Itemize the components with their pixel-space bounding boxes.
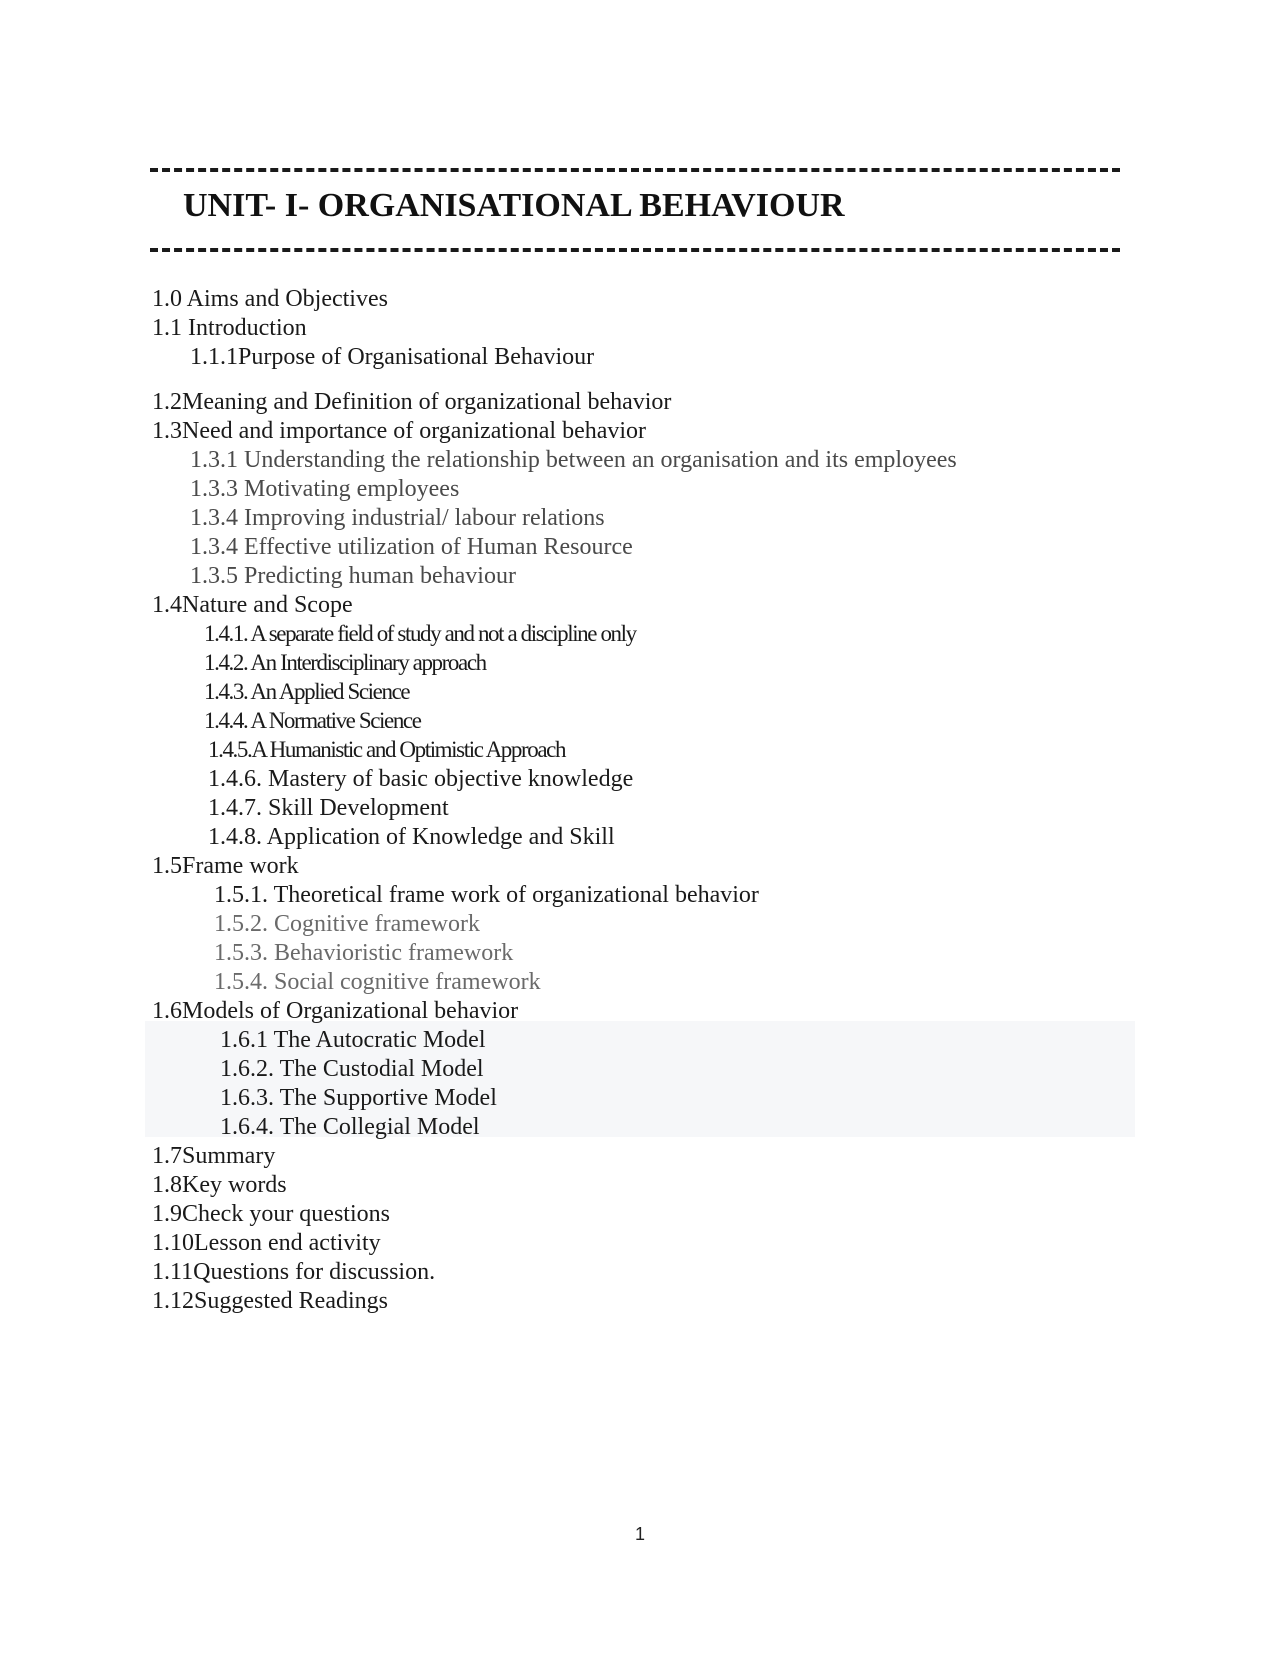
toc-item: 1.5.2. Cognitive framework: [214, 911, 480, 937]
toc-item: 1.3.1 Understanding the relationship between an organisation and its employees: [190, 447, 957, 473]
toc-item: 1.1 Introduction: [152, 315, 307, 341]
toc-item: 1.12Suggested Readings: [152, 1288, 388, 1314]
toc-item: 1.11Questions for discussion.: [152, 1259, 436, 1285]
toc-item: 1.4.6. Mastery of basic objective knowledge: [208, 766, 634, 792]
page-number: 1: [634, 1524, 645, 1544]
toc-item: 1.6.3. The Supportive Model: [220, 1085, 497, 1111]
page-title: UNIT- I- ORGANISATIONAL BEHAVIOUR: [183, 187, 845, 224]
toc-item: 1.4.2. An Interdisciplinary approach: [204, 650, 486, 675]
toc-item: 1.1.1Purpose of Organisational Behaviour: [190, 344, 595, 370]
toc-item: 1.7Summary: [152, 1143, 276, 1169]
toc-item: 1.4.4. A Normative Science: [204, 708, 421, 733]
toc-item: 1.0 Aims and Objectives: [152, 286, 388, 312]
toc-item: 1.5Frame work: [152, 853, 299, 879]
toc-item: 1.8Key words: [152, 1172, 287, 1198]
toc-item: 1.9Check your questions: [152, 1201, 390, 1227]
toc-item: 1.6.1 The Autocratic Model: [220, 1027, 486, 1053]
toc-item: 1.6.4. The Collegial Model: [220, 1114, 480, 1140]
toc-item: 1.2Meaning and Definition of organizational behavior: [152, 389, 672, 415]
toc-item: 1.3.5 Predicting human behaviour: [190, 563, 516, 589]
toc-item: 1.6.2. The Custodial Model: [220, 1056, 484, 1082]
toc-item: 1.5.1. Theoretical frame work of organizational behavior: [214, 882, 759, 908]
toc-item: 1.4.1. A separate field of study and not a discipline only: [204, 621, 636, 646]
toc-item: 1.6Models of Organizational behavior: [152, 998, 519, 1024]
toc-item: 1.4.8. Application of Knowledge and Skill: [208, 824, 615, 850]
toc-item: 1.4Nature and Scope: [152, 592, 353, 618]
toc-item: 1.5.3. Behavioristic framework: [214, 940, 514, 966]
toc-item: 1.4.3. An Applied Science: [204, 679, 410, 704]
toc-item: 1.5.4. Social cognitive framework: [214, 969, 541, 995]
toc-item: 1.4.7. Skill Development: [208, 795, 449, 821]
toc-item: 1.3Need and importance of organizational behavior: [152, 418, 647, 444]
toc-item: 1.3.4 Effective utilization of Human Resource: [190, 534, 633, 560]
toc-item: 1.4.5.A Humanistic and Optimistic Approach: [208, 737, 566, 762]
toc-item: 1.3.3 Motivating employees: [190, 476, 460, 502]
toc-item: 1.10Lesson end activity: [152, 1230, 381, 1256]
toc-item: 1.3.4 Improving industrial/ labour relations: [190, 505, 605, 531]
